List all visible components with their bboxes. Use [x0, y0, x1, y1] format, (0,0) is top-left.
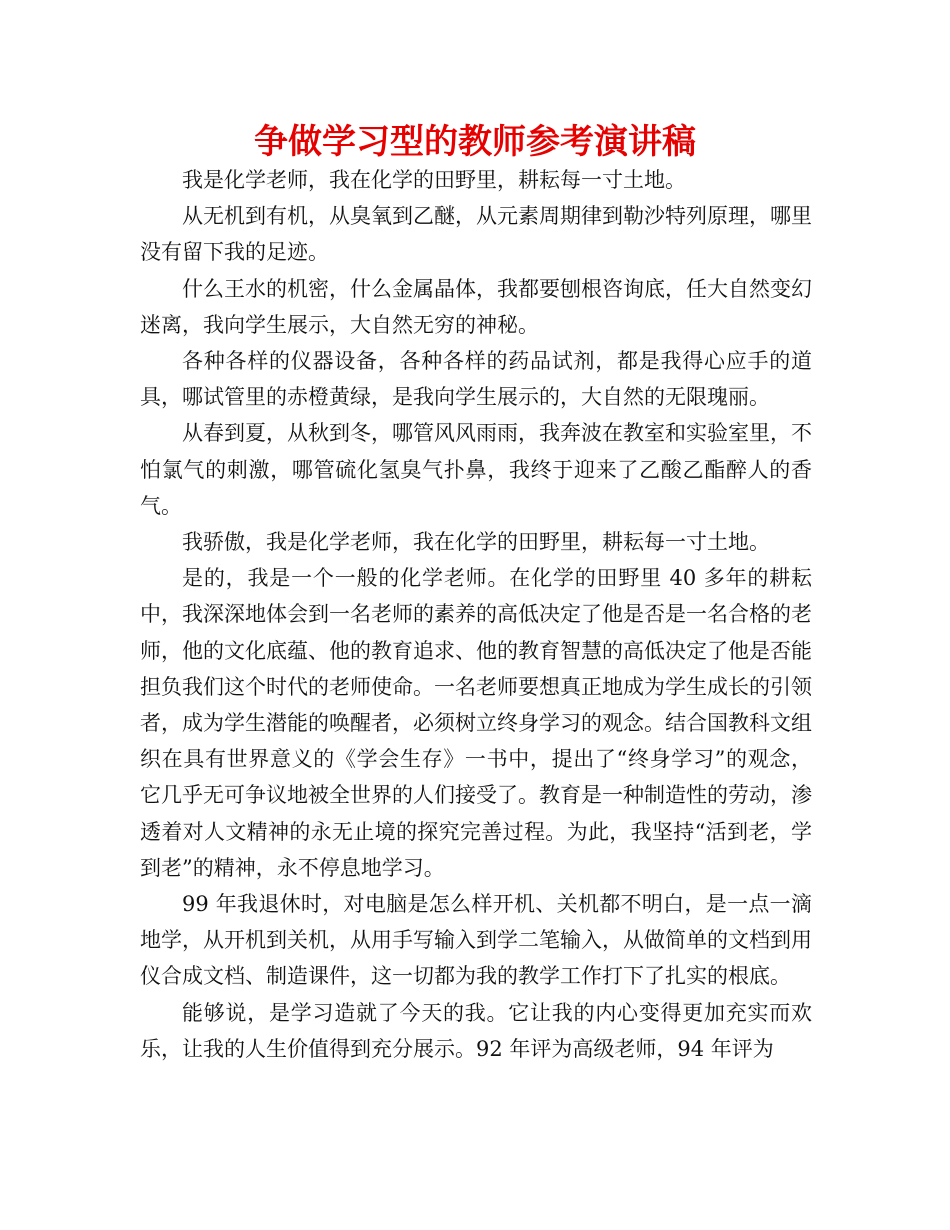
paragraph: 能够说，是学习造就了今天的我。它让我的内心变得更加充实而欢乐，让我的人生价值得到充分展示。92 年评为高级老师，94 年评为	[140, 1000, 812, 1061]
paragraph: 从春到夏，从秋到冬，哪管风风雨雨，我奔波在教室和实验室里，不怕氯气的刺激，哪管硫化氢臭气扑鼻，我终于迎来了乙酸乙酯醉人的香气。	[140, 421, 812, 518]
paragraph: 从无机到有机，从臭氧到乙醚，从元素周期律到勒沙特列原理，哪里没有留下我的足迹。	[140, 204, 812, 265]
paragraph: 什么王水的机密，什么金属晶体，我都要刨根咨询底，任大自然变幻迷离，我向学生展示，大自然无穷的神秘。	[140, 276, 812, 337]
document-body	[140, 162, 812, 1067]
paragraph: 是的，我是一个一般的化学老师。在化学的田野里 40 多年的耕耘中，我深深地体会到一名老师的素养的高低决定了他是否是一名合格的老师，他的文化底蕴、他的教育追求、他的教育智慧的高低决定了他是否能担负我们这个时代的老师使命。一名老师要想真正地成为学生成长的引领者，成为学生潜能的唤醒者，必须树立终身学习的观念。结合国教科文组织在具有世界意义的《学会生存》一书中，提出了“终身学习”的观念，它几乎无可争议地被全世界的人们接受了。教育是一种制造性的劳动，渗透着对人文精神的永无止境的探究完善过程。为此，我坚持“活到老，学到老”的精神，永不停息地学习。	[140, 566, 812, 880]
paragraph: 99 年我退休时，对电脑是怎么样开机、关机都不明白，是一点一滴地学，从开机到关机，从用手写输入到学二笔输入，从做简单的文档到用仪合成文档、制造课件，这一切都为我的教学工作打下了扎实的根底。	[140, 892, 812, 989]
paragraph: 各种各样的仪器设备，各种各样的药品试剂，都是我得心应手的道具，哪试管里的赤橙黄绿，是我向学生展示的，大自然的无限瑰丽。	[140, 349, 812, 410]
paragraph: 我是化学老师，我在化学的田野里，耕耘每一寸土地。	[182, 168, 686, 192]
document-title: 争做学习型的教师参考演讲稿	[254, 122, 696, 162]
paragraph: 我骄傲，我是化学老师，我在化学的田野里，耕耘每一寸土地。	[182, 530, 770, 555]
